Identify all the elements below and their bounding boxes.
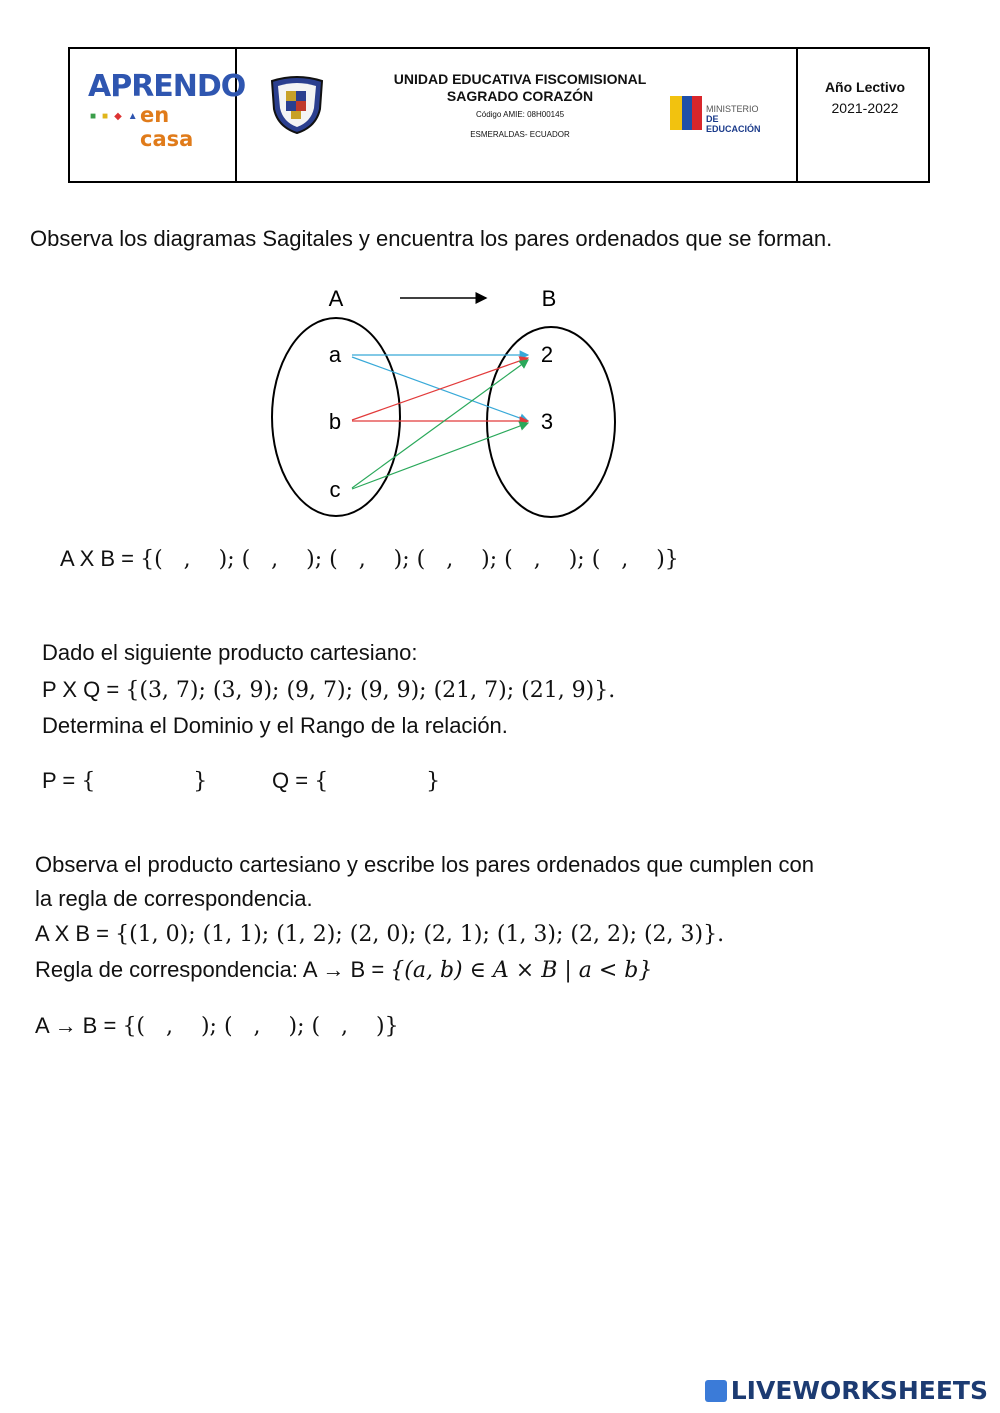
logo-text-en-casa: en casa xyxy=(140,103,194,151)
school-name-line1: UNIDAD EDUCATIVA FISCOMISIONAL xyxy=(393,71,647,87)
liveworksheets-watermark xyxy=(705,1376,988,1405)
sagittal-diagram xyxy=(0,270,1000,530)
arrow-b-to-2 xyxy=(352,358,528,420)
q-blank[interactable]: { } xyxy=(314,769,441,794)
liveworksheets-badge-icon xyxy=(705,1380,727,1402)
ministry-flag-icon xyxy=(670,94,704,132)
p-prefix: P = xyxy=(42,768,82,793)
product-prefix: P X Q = xyxy=(42,677,126,702)
rule-value: {(a, b) ∈ A × B | a < b} xyxy=(390,958,653,983)
element-2: 2 xyxy=(540,342,554,367)
header-table xyxy=(68,47,930,183)
exercise2-intro: Dado el siguiente producto cartesiano: xyxy=(42,640,418,665)
aprendo-en-casa-logo xyxy=(84,69,246,151)
element-3: 3 xyxy=(540,409,554,434)
exercise2-instruction: Determina el Dominio y el Rango de la relación. xyxy=(42,713,508,738)
product-value: {(1, 0); (1, 1); (1, 2); (2, 0); (2, 1); (1, 3); (2, 2); (2, 3)}. xyxy=(115,922,725,947)
rule-prefix: Regla de correspondencia: A → B = xyxy=(35,957,391,982)
p-blank[interactable]: { } xyxy=(81,769,208,794)
ministry-line2: DE EDUCACIÓN xyxy=(706,114,761,134)
school-year xyxy=(798,77,932,119)
set-a-label: A xyxy=(328,286,344,311)
answer-blanks[interactable]: {( , ); ( , ); ( , )} xyxy=(122,1014,399,1039)
exercise1-instruction: Observa los diagramas Sagitales y encuentra los pares ordenados que se forman. xyxy=(30,226,833,251)
exercise2-product xyxy=(42,677,615,703)
ministry-line1: MINISTERIO xyxy=(706,104,759,114)
watermark-text: LIVEWORKSHEETS xyxy=(730,1376,988,1405)
exercise3-instruction-line1: Observa el producto cartesiano y escribe los pares ordenados que cumplen con xyxy=(35,852,815,877)
exercise3-instruction-line2: la regla de correspondencia. xyxy=(35,886,313,911)
ministry-logo xyxy=(670,94,761,137)
exercise3-rule xyxy=(35,957,652,983)
answer-blanks[interactable]: {( , ); ( , ); ( , ); ( , ); ( , ); ( , )} xyxy=(140,547,679,572)
exercise3-product xyxy=(35,921,724,947)
school-year-value: 2021-2022 xyxy=(831,100,899,116)
q-prefix: Q = xyxy=(272,768,315,793)
arrow-c-to-2 xyxy=(352,360,528,488)
exercise3-answer-line xyxy=(35,1013,399,1039)
answer-prefix: A → B = xyxy=(35,1013,123,1038)
product-value: {(3, 7); (3, 9); (9, 7); (9, 9); (21, 7); (21, 9)}. xyxy=(125,678,616,703)
school-name-line2: SAGRADO CORAZÓN xyxy=(446,88,594,104)
element-c: c xyxy=(329,477,341,502)
element-a: a xyxy=(328,342,342,367)
arrow-c-to-3 xyxy=(352,423,528,489)
logo-text-aprendo: APRENDO xyxy=(88,69,246,104)
domain-answer xyxy=(42,768,207,794)
exercise1-answer-line xyxy=(60,546,679,572)
answer-prefix: A X B = xyxy=(60,546,141,571)
set-b-label: B xyxy=(541,286,557,311)
school-year-label: Año Lectivo xyxy=(824,79,906,95)
product-prefix: A X B = xyxy=(35,921,116,946)
logo-shapes: ■■◆▲ xyxy=(90,111,144,122)
element-b: b xyxy=(328,409,342,434)
school-location: ESMERALDAS- ECUADOR xyxy=(470,130,570,139)
amie-code: Código AMIE: 08H00145 xyxy=(475,110,565,119)
range-answer xyxy=(272,768,440,794)
